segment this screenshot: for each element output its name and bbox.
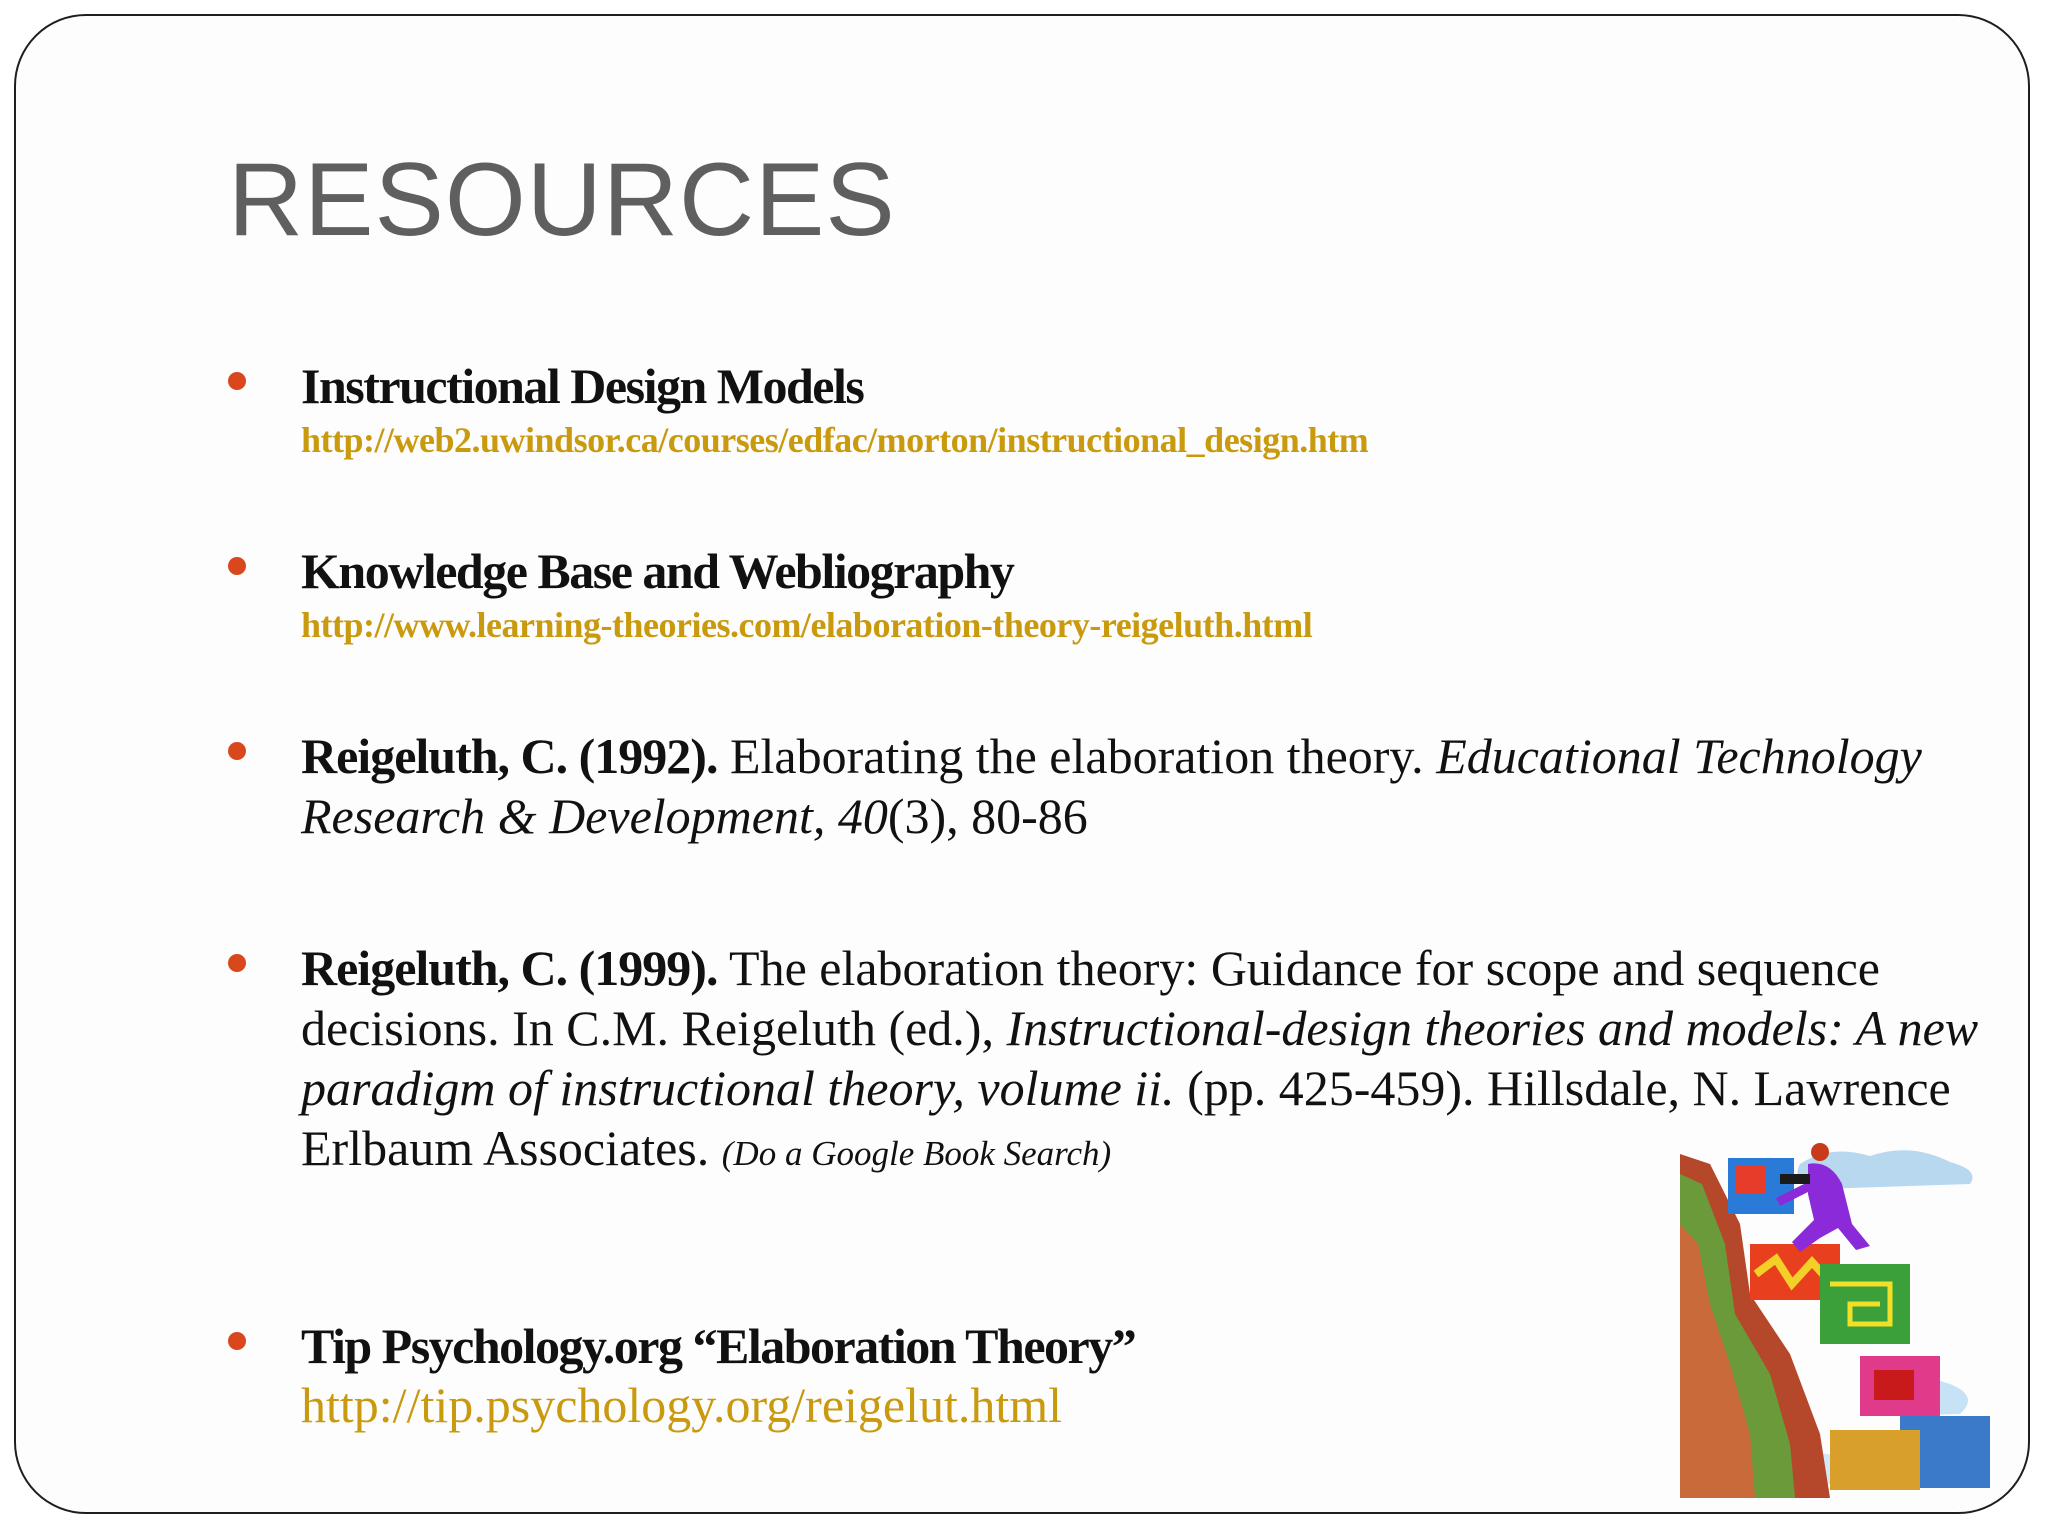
bullet-icon bbox=[228, 372, 246, 390]
resource-heading: Knowledge Base and Webliography bbox=[301, 543, 1014, 599]
reference-book: Instructional-design theories and models: A new paradigm of instructional theory, volume ii. bbox=[301, 1000, 1979, 1116]
reference-author: Reigeluth, C. (1999). bbox=[301, 940, 718, 996]
bullet-icon bbox=[228, 954, 246, 972]
resource-item-1 bbox=[228, 356, 1988, 464]
bullet-icon bbox=[228, 742, 246, 760]
resource-heading: Instructional Design Models bbox=[301, 358, 864, 414]
resource-link[interactable]: http://www.learning-theories.com/elaboration-theory-reigeluth.html bbox=[301, 605, 1313, 645]
resource-item-2 bbox=[228, 541, 1988, 649]
slide-title: RESOURCES bbox=[228, 142, 896, 258]
resource-heading: Tip Psychology.org “Elaboration Theory” bbox=[301, 1318, 1136, 1374]
resource-link[interactable]: http://tip.psychology.org/reigelut.html bbox=[301, 1377, 1063, 1433]
resource-link[interactable]: http://web2.uwindsor.ca/courses/edfac/morton/instructional_design.htm bbox=[301, 420, 1369, 460]
reference-text bbox=[301, 726, 1988, 846]
reference-title: Elaborating the elaboration theory. bbox=[717, 728, 1437, 784]
bullet-icon bbox=[228, 1332, 246, 1350]
reference-note: (Do a Google Book Search) bbox=[721, 1134, 1112, 1173]
reference-publisher: (pp. 425-459). Hillsdale, N. Lawrence Erlbaum Associates. bbox=[301, 1060, 1951, 1176]
reference-author: Reigeluth, C. (1992). bbox=[301, 728, 718, 784]
slide bbox=[14, 14, 2030, 1514]
climbing-figure-blocks-clipart-icon bbox=[1680, 1134, 2010, 1498]
reference-issue: (3), 80-86 bbox=[887, 788, 1088, 844]
reference-title: The elaboration theory: Guidance for scope and sequence decisions. In C.M. Reigeluth (ed.), bbox=[301, 940, 1880, 1056]
resource-item-3 bbox=[228, 726, 1988, 846]
bullet-icon bbox=[228, 557, 246, 575]
reference-journal: Educational Technology Research & Development, 40 bbox=[301, 728, 1922, 844]
